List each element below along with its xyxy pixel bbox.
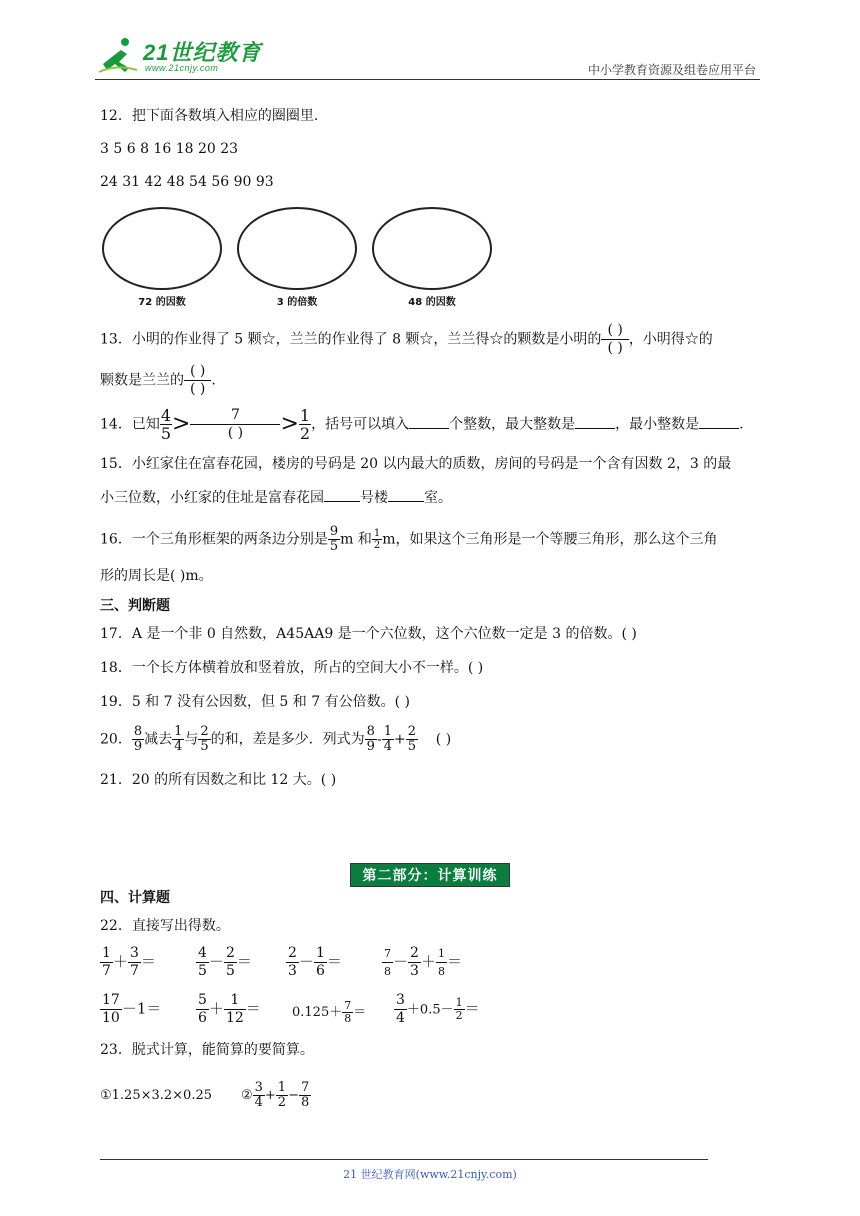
q20-answer-paren[interactable]: ( ) bbox=[435, 731, 452, 748]
calc-2-3-minus-1-6[interactable]: $\frac{2}{3}$ － $\frac{1}{6}$ ＝ bbox=[288, 945, 342, 979]
q14-text-c: ，最小整数是 bbox=[615, 416, 700, 433]
calc-5-6-plus-1-12[interactable]: $\frac{5}{6}$ ＋ $\frac{1}{12}$ ＝ bbox=[198, 992, 261, 1026]
q13-line1 bbox=[100, 322, 713, 357]
q14-text-a: ，括号可以填入 bbox=[311, 416, 410, 433]
q13-part3: 颗数是兰兰的 bbox=[100, 372, 184, 389]
q13-part1: 13．小明的作业得了 5 颗☆，兰兰的作业得了 8 颗☆，兰兰得☆的颗数是小明的 bbox=[100, 331, 602, 348]
q13-fraction-blank2[interactable]: $\frac{( )}{( )}$ bbox=[184, 363, 211, 398]
q15-line1: 15．小红家住在富春花园，楼房的号码是 20 以内最大的质数，房间的号码是一个含有因数 2，3 的最 bbox=[100, 456, 732, 472]
oval-label-48: 48 的因数 bbox=[408, 297, 456, 308]
section-3-title: 三、判断题 bbox=[100, 598, 170, 614]
q23-items bbox=[100, 1081, 311, 1110]
q20-text-c: 的和，差是多少．列式为 bbox=[210, 731, 365, 748]
runner-logo-icon bbox=[95, 34, 141, 76]
q20-lead: 20． bbox=[100, 731, 132, 748]
q14-text-b: 个整数，最大整数是 bbox=[449, 416, 576, 433]
q20-fraction-8-9: $\frac{8}{9}$ bbox=[133, 724, 143, 754]
q23-item-1[interactable]: ①1.25×3.2×0.25 bbox=[100, 1088, 213, 1103]
q14-text-d: . bbox=[739, 416, 744, 433]
q15-blank-room[interactable] bbox=[388, 488, 424, 502]
q18: 18．一个长方体横着放和竖着放，所占的空间大小不一样。( ) bbox=[100, 660, 484, 676]
calc-3-4-plus-05-minus-1-2[interactable]: $\frac{3}{4}$ ＋0.5－ $\frac{1}{2}$ ＝ bbox=[396, 992, 480, 1026]
q16-text-c: m，如果这个三角形是一个等腰三角形，那么这个三角 bbox=[382, 531, 718, 548]
q23-item-2[interactable]: ② $\frac{3}{4}$ + $\frac{1}{2}$ − $\frac{7}{8}$ bbox=[240, 1080, 310, 1110]
q12-ovals bbox=[100, 205, 495, 310]
page-header bbox=[95, 34, 760, 80]
q17: 17．A 是一个非 0 自然数，A45AA9 是一个六位数，这个六位数一定是 3 的倍数。( ) bbox=[100, 626, 637, 642]
platform-name: 中小学教育资源及组卷应用平台 bbox=[587, 63, 756, 77]
q14-line bbox=[100, 407, 744, 442]
q20-expr-1-4: $\frac{1}{4}$ bbox=[383, 724, 392, 754]
logo bbox=[95, 34, 265, 78]
q14-blank-max[interactable] bbox=[575, 415, 615, 429]
q15-blank-building[interactable] bbox=[324, 488, 360, 502]
q13-line2 bbox=[100, 363, 216, 398]
oval-label-3: 3 的倍数 bbox=[276, 297, 318, 308]
q14-lead: 14．已知 bbox=[100, 416, 160, 433]
q20-fraction-1-4: $\frac{1}{4}$ bbox=[174, 724, 183, 754]
calc-17-10-minus-1[interactable]: $\frac{17}{10}$ －1＝ bbox=[102, 992, 162, 1026]
q20 bbox=[100, 725, 451, 754]
calc-0125-plus-7-8[interactable]: 0.125＋ $\frac{7}{8}$ ＝ bbox=[292, 999, 367, 1025]
q13-fraction-blank1[interactable]: $\frac{( )}{( )}$ bbox=[601, 322, 628, 357]
footer-divider bbox=[100, 1159, 708, 1160]
q14-blank-min[interactable] bbox=[699, 415, 739, 429]
page-footer[interactable]: 21 世纪教育网(www.21cnjy.com) bbox=[343, 1168, 517, 1181]
q20-expr-2-5: $\frac{2}{5}$ bbox=[407, 724, 416, 754]
q14-greater-than-1: > bbox=[172, 411, 191, 437]
q20-expr-8-9: $\frac{8}{9}$ bbox=[366, 724, 375, 754]
part-two-banner: 第二部分：计算训练 bbox=[350, 863, 510, 887]
q12-text: 12．把下面各数填入相应的圈圈里. bbox=[100, 108, 319, 124]
q23: 23．脱式计算，能简算的要简算。 bbox=[100, 1042, 314, 1058]
q15-text-c: 室。 bbox=[424, 490, 452, 506]
q19: 19．5 和 7 没有公因数，但 5 和 7 有公倍数。( ) bbox=[100, 694, 410, 710]
q13-part4: . bbox=[211, 372, 216, 389]
q16-fraction-1-2: $\frac{1}{2}$ bbox=[373, 528, 381, 551]
q20-op-plus: + bbox=[393, 731, 406, 748]
q16-fraction-9-5: $\frac{9}{5}$ bbox=[329, 524, 339, 554]
q16-line1 bbox=[100, 525, 718, 554]
q21: 21．20 的所有因数之和比 12 大。( ) bbox=[100, 772, 337, 788]
q16-text-b: m 和 bbox=[340, 531, 372, 548]
q14-fraction-1-2: $\frac{1}{2}$ bbox=[299, 406, 311, 443]
q20-fraction-2-5: $\frac{2}{5}$ bbox=[200, 724, 209, 754]
q12-numbers-row1: 3 5 6 8 16 18 20 23 bbox=[100, 141, 239, 157]
logo-url: www.21cnjy.com bbox=[145, 63, 219, 73]
q14-greater-than-2: > bbox=[280, 411, 299, 437]
section-4-title: 四、计算题 bbox=[100, 890, 170, 906]
q20-text-b: 与 bbox=[184, 731, 199, 748]
q13-part2: ，小明得☆的 bbox=[628, 331, 713, 348]
calc-7-8-minus-2-3-plus-1-8[interactable]: $\frac{7}{8}$ － $\frac{2}{3}$ ＋ $\frac{1}{8}$ ＝ bbox=[384, 945, 462, 979]
q15-line2 bbox=[100, 488, 452, 508]
calc-1-7-plus-3-7[interactable]: $\frac{1}{7}$ ＋ $\frac{3}{7}$ ＝ bbox=[102, 945, 156, 979]
q20-op-minus: - bbox=[376, 731, 382, 748]
oval-3-multiples[interactable] bbox=[237, 207, 357, 290]
q20-text-a: 减去 bbox=[144, 731, 173, 748]
q14-blank-count[interactable] bbox=[409, 415, 449, 429]
oval-48-factors[interactable] bbox=[372, 207, 492, 290]
q22: 22．直接写出得数。 bbox=[100, 918, 230, 934]
q14-fraction-4-5: $\frac{4}{5}$ bbox=[160, 406, 172, 443]
q16-line2: 形的周长是( )m。 bbox=[100, 568, 213, 584]
calc-4-5-minus-2-5[interactable]: $\frac{4}{5}$ － $\frac{2}{5}$ ＝ bbox=[198, 945, 252, 979]
oval-label-72: 72 的因数 bbox=[138, 297, 186, 308]
q15-text-a: 小三位数，小红家的住址是富春花园 bbox=[100, 490, 324, 506]
q14-fraction-7-blank[interactable]: $\frac{7}{( )}$ bbox=[190, 407, 280, 442]
q12-numbers-row2: 24 31 42 48 54 56 90 93 bbox=[100, 174, 274, 190]
oval-72-factors[interactable] bbox=[102, 207, 222, 290]
logo-text: 21世纪教育 bbox=[143, 40, 262, 65]
q15-text-b: 号楼 bbox=[360, 490, 388, 506]
q16-text-a: 16．一个三角形框架的两条边分别是 bbox=[100, 531, 328, 548]
